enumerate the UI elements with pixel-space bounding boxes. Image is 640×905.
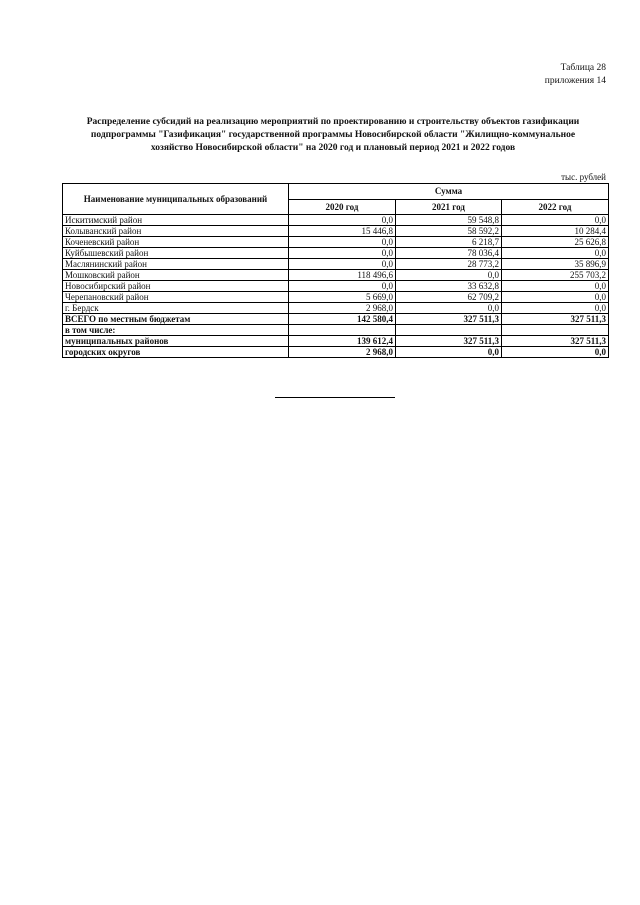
table-row — [63, 270, 609, 281]
row-name: ВСЕГО по местным бюджетам — [63, 314, 289, 325]
value-2021: 62 709,2 — [396, 292, 502, 303]
value-2021: 6 218,7 — [396, 237, 502, 248]
value-2021: 327 511,3 — [396, 314, 502, 325]
table-row — [63, 237, 609, 248]
column-header-2021: 2021 год — [396, 199, 502, 215]
value-2021: 0,0 — [396, 303, 502, 314]
including-row — [63, 325, 609, 336]
value-2020: 2 968,0 — [289, 347, 396, 358]
row-name: Куйбышевский район — [63, 248, 289, 259]
column-header-2020: 2020 год — [289, 199, 396, 215]
table-row — [63, 281, 609, 292]
row-name: в том числе: — [63, 325, 289, 336]
row-name: Искитимский район — [63, 215, 289, 226]
appendix-number: приложения 14 — [544, 76, 606, 86]
table-row — [63, 303, 609, 314]
value-2021: 33 632,8 — [396, 281, 502, 292]
row-name: муниципальных районов — [63, 336, 289, 347]
value-2022: 0,0 — [502, 347, 609, 358]
document-title — [70, 116, 596, 155]
column-header-sum: Сумма — [289, 184, 609, 200]
column-header-name: Наименование муниципальных образований — [63, 184, 289, 215]
value-2020: 2 968,0 — [289, 303, 396, 314]
value-2022: 327 511,3 — [502, 314, 609, 325]
value-2021: 0,0 — [396, 270, 502, 281]
value-2020: 0,0 — [289, 281, 396, 292]
value-2022: 35 896,9 — [502, 259, 609, 270]
value-2022: 25 626,8 — [502, 237, 609, 248]
value-2020: 142 580,4 — [289, 314, 396, 325]
row-name: г. Бердск — [63, 303, 289, 314]
value-2021: 327 511,3 — [396, 336, 502, 347]
value-2022: 0,0 — [502, 281, 609, 292]
value-2022: 327 511,3 — [502, 336, 609, 347]
title-line-2: подпрограммы "Газификация" государственной программы Новосибирской области "Жилищно-коммунальное — [90, 130, 576, 140]
title-line-1: Распределение субсидий на реализацию мероприятий по проектированию и строительству объектов газификации — [86, 117, 580, 127]
row-name: Новосибирский район — [63, 281, 289, 292]
row-name: городских округов — [63, 347, 289, 358]
value-2022: 0,0 — [502, 292, 609, 303]
row-name: Мошковский район — [63, 270, 289, 281]
value-2021: 78 036,4 — [396, 248, 502, 259]
value-2022: 0,0 — [502, 248, 609, 259]
value-2021: 0,0 — [396, 347, 502, 358]
table-body — [63, 215, 609, 314]
closing-rule — [275, 397, 395, 398]
value-2021: 58 592,2 — [396, 226, 502, 237]
row-name: Колыванский район — [63, 226, 289, 237]
municipal-districts-row — [63, 336, 609, 347]
value-2022: 10 284,4 — [502, 226, 609, 237]
value-2020: 139 612,4 — [289, 336, 396, 347]
value-2022: 255 703,2 — [502, 270, 609, 281]
city-districts-row — [63, 347, 609, 358]
subsidy-table — [62, 183, 609, 358]
row-name: Маслянинский район — [63, 259, 289, 270]
value-2020: 5 669,0 — [289, 292, 396, 303]
value-2021: 28 773,2 — [396, 259, 502, 270]
value-2020: 0,0 — [289, 259, 396, 270]
value-2020: 0,0 — [289, 237, 396, 248]
row-name: Коченевский район — [63, 237, 289, 248]
title-line-3: хозяйство Новосибирской области" на 2020 год и плановый период 2021 и 2022 годов — [150, 143, 516, 153]
table-row — [63, 215, 609, 226]
units-label: тыс. рублей — [561, 172, 606, 182]
table-row — [63, 292, 609, 303]
value-2022: 0,0 — [502, 303, 609, 314]
table-row — [63, 248, 609, 259]
value-2020: 0,0 — [289, 248, 396, 259]
value-2022: 0,0 — [502, 215, 609, 226]
table-row — [63, 226, 609, 237]
value-2020: 0,0 — [289, 215, 396, 226]
column-header-2022: 2022 год — [502, 199, 609, 215]
value-2020: 118 496,6 — [289, 270, 396, 281]
value-2021: 59 548,8 — [396, 215, 502, 226]
table-row — [63, 259, 609, 270]
table-reference — [545, 62, 606, 88]
value-2020: 15 446,8 — [289, 226, 396, 237]
total-row — [63, 314, 609, 325]
row-name: Черепановский район — [63, 292, 289, 303]
table-number: Таблица 28 — [560, 63, 606, 73]
